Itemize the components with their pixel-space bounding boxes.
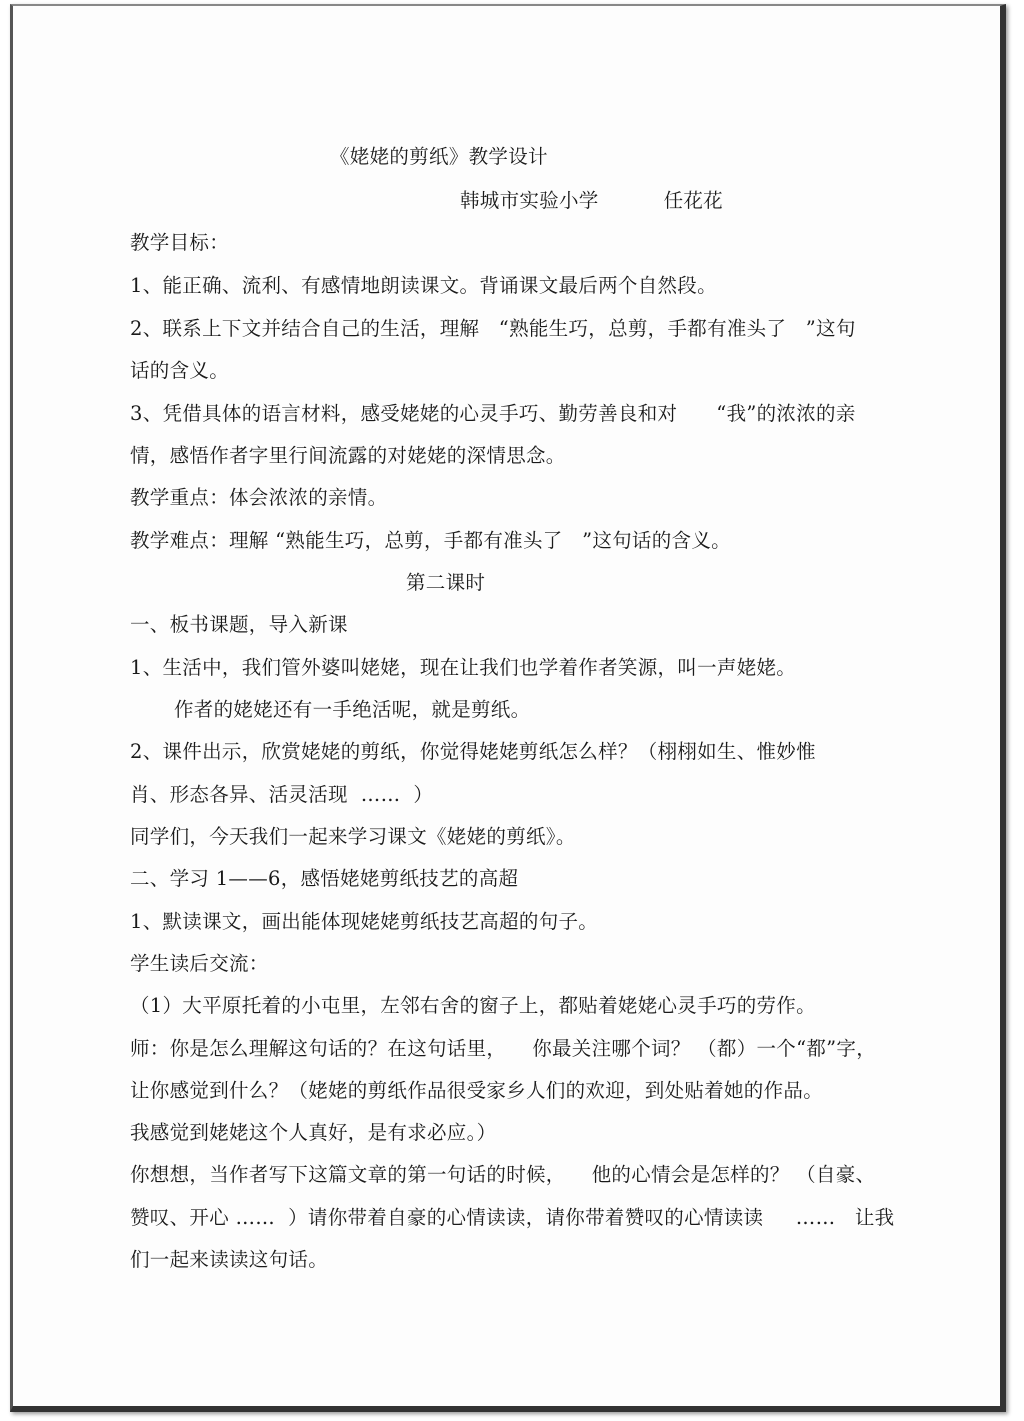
text-line: 师：你是怎么理解这句话的？在这句话里， 你最关注哪个词？ （都）一个“都”字，: [130, 1037, 877, 1060]
text-line: 学生读后交流：: [130, 952, 269, 975]
text-line: 1、能正确、流利、有感情地朗读课文。背诵课文最后两个自然段。: [130, 274, 717, 297]
text-line: 二、学习 1——6，感悟姥姥剪纸技艺的高超: [130, 867, 519, 890]
text-line: 同学们，今天我们一起来学习课文《姥姥的剪纸》。: [130, 825, 576, 848]
text-line: 一、板书课题，导入新课: [130, 613, 348, 636]
author-line: 韩城市实验小学 任花花: [460, 189, 723, 212]
document-title: 《姥姥的剪纸》教学设计: [330, 145, 548, 168]
text-line: 让你感觉到什么？（姥姥的剪纸作品很受家乡人们的欢迎，到处贴着她的作品。: [130, 1079, 824, 1102]
section-heading: 第二课时: [406, 571, 486, 594]
text-line: 1、生活中，我们管外婆叫姥姥，现在让我们也学着作者笑源，叫一声姥姥。: [130, 656, 797, 679]
text-line: 情，感悟作者字里行间流露的对姥姥的深情思念。: [130, 444, 566, 467]
text-line: 2、联系上下文并结合自己的生活，理解 “熟能生巧，总剪，手都有准头了 ”这句: [130, 317, 856, 340]
text-line: 教学目标：: [130, 231, 230, 254]
text-line: 肖、形态各异、活灵活现 …… ）: [130, 783, 434, 806]
text-line: 1、默读课文，画出能体现姥姥剪纸技艺高超的句子。: [130, 910, 599, 933]
text-line: 们一起来读读这句话。: [130, 1248, 329, 1271]
text-line: （1）大平原托着的小屯里，左邻右舍的窗子上，都贴着姥姥心灵手巧的劳作。: [130, 994, 816, 1017]
text-line: 赞叹、开心 …… ）请你带着自豪的心情读读，请你带着赞叹的心情读读 …… 让我: [130, 1206, 895, 1229]
text-line: 作者的姥姥还有一手绝活呢，就是剪纸。: [174, 698, 531, 721]
text-line: 教学重点：体会浓浓的亲情。: [130, 486, 388, 509]
text-line: 3、凭借具体的语言材料，感受姥姥的心灵手巧、勤劳善良和对 “我”的浓浓的亲: [130, 402, 856, 425]
text-line: 我感觉到姥姥这个人真好，是有求必应。）: [130, 1121, 497, 1144]
text-line: 教学难点：理解 “熟能生巧，总剪，手都有准头了 ”这句话的含义。: [130, 529, 731, 552]
text-line: 你想想，当作者写下这篇文章的第一句话的时候， 他的心情会是怎样的？ （自豪、: [130, 1163, 876, 1186]
text-line: 话的含义。: [130, 359, 230, 382]
text-line: 2、课件出示，欣赏姥姥的剪纸，你觉得姥姥剪纸怎么样？（栩栩如生、惟妙惟: [130, 740, 816, 763]
